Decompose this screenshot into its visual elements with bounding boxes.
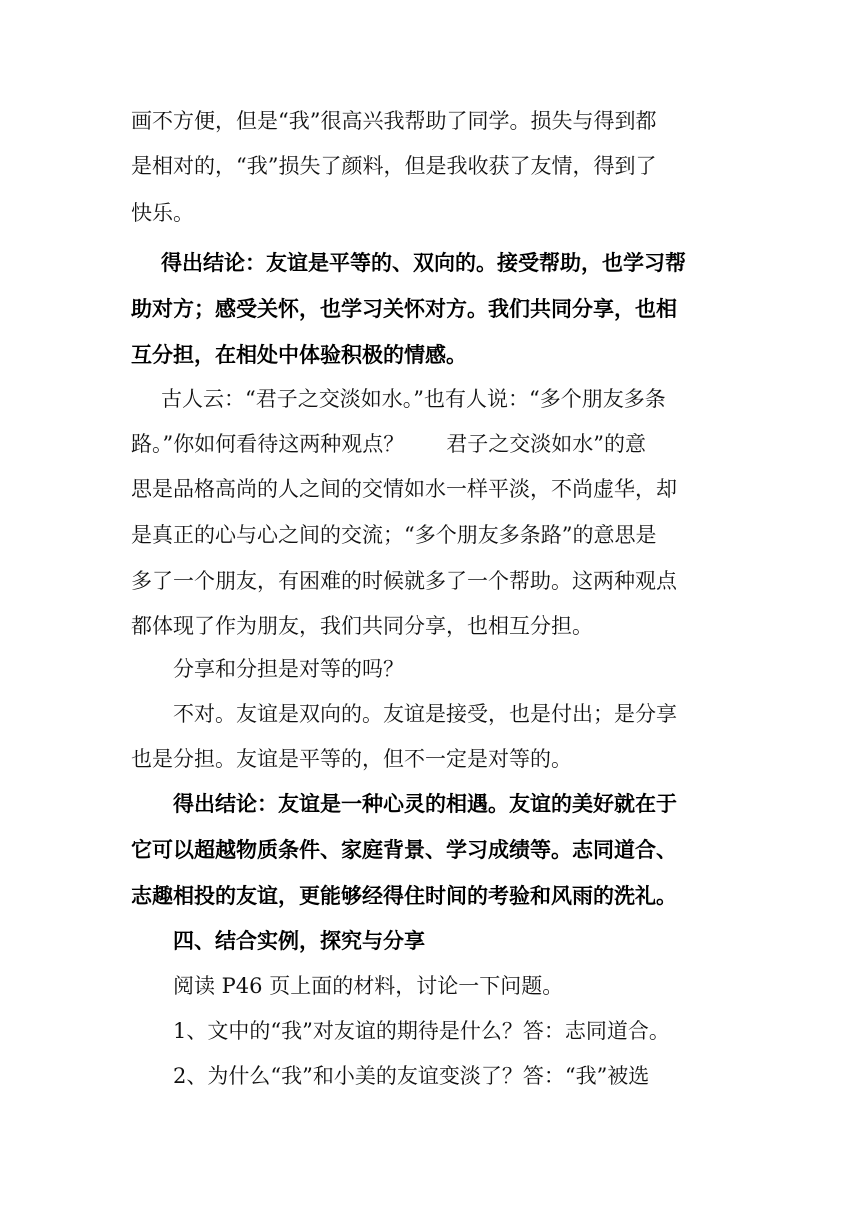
text-line: 是相对的，“我”损失了颜料，但是我收获了友情，得到了	[131, 154, 657, 178]
text-line: 画不方便，但是“我”很高兴我帮助了同学。损失与得到都	[131, 109, 657, 133]
text-line: 思是品格高尚的人之间的交情如水一样平淡，不尚虚华，却	[131, 477, 677, 501]
conclusion-line: 志趣相投的友谊，更能够经得住时间的考验和风雨的洗礼。	[131, 884, 677, 908]
conclusion-line: 得出结论：友谊是平等的、双向的。接受帮助，也学习帮	[161, 251, 686, 275]
conclusion-line: 得出结论：友谊是一种心灵的相遇。友谊的美好就在于	[173, 792, 677, 816]
text-line: 多了一个朋友，有困难的时候就多了一个帮助。这两种观点	[131, 569, 677, 593]
text-line: 也是分担。友谊是平等的，但不一定是对等的。	[131, 747, 572, 771]
text-line: 1、文中的“我”对友谊的期待是什么？答：志同道合。	[173, 1019, 670, 1043]
text-line: 都体现了作为朋友，我们共同分享，也相互分担。	[131, 614, 593, 638]
conclusion-line: 助对方；感受关怀，也学习关怀对方。我们共同分享，也相	[131, 297, 677, 321]
text-line: 是真正的心与心之间的交流；“多个朋友多条路”的意思是	[131, 523, 657, 547]
text-line: 2、为什么“我”和小美的友谊变淡了？答：“我”被选	[173, 1064, 650, 1088]
text-line: 古人云：“君子之交淡如水。”也有人说：“多个朋友多条	[161, 387, 666, 411]
text-line: 快乐。	[131, 201, 194, 225]
section-heading: 四、结合实例，探究与分享	[173, 929, 425, 953]
conclusion-line: 它可以超越物质条件、家庭背景、学习成绩等。志同道合、	[131, 838, 677, 862]
text-line: 分享和分担是对等的吗？	[173, 657, 404, 681]
text-line: 不对。友谊是双向的。友谊是接受，也是付出；是分享	[173, 702, 677, 726]
text-line: 阅读 P46 页上面的材料，讨论一下问题。	[173, 974, 564, 998]
conclusion-line: 互分担，在相处中体验积极的情感。	[131, 343, 467, 367]
text-line: 路。”你如何看待这两种观点？ 君子之交淡如水”的意	[131, 432, 646, 456]
